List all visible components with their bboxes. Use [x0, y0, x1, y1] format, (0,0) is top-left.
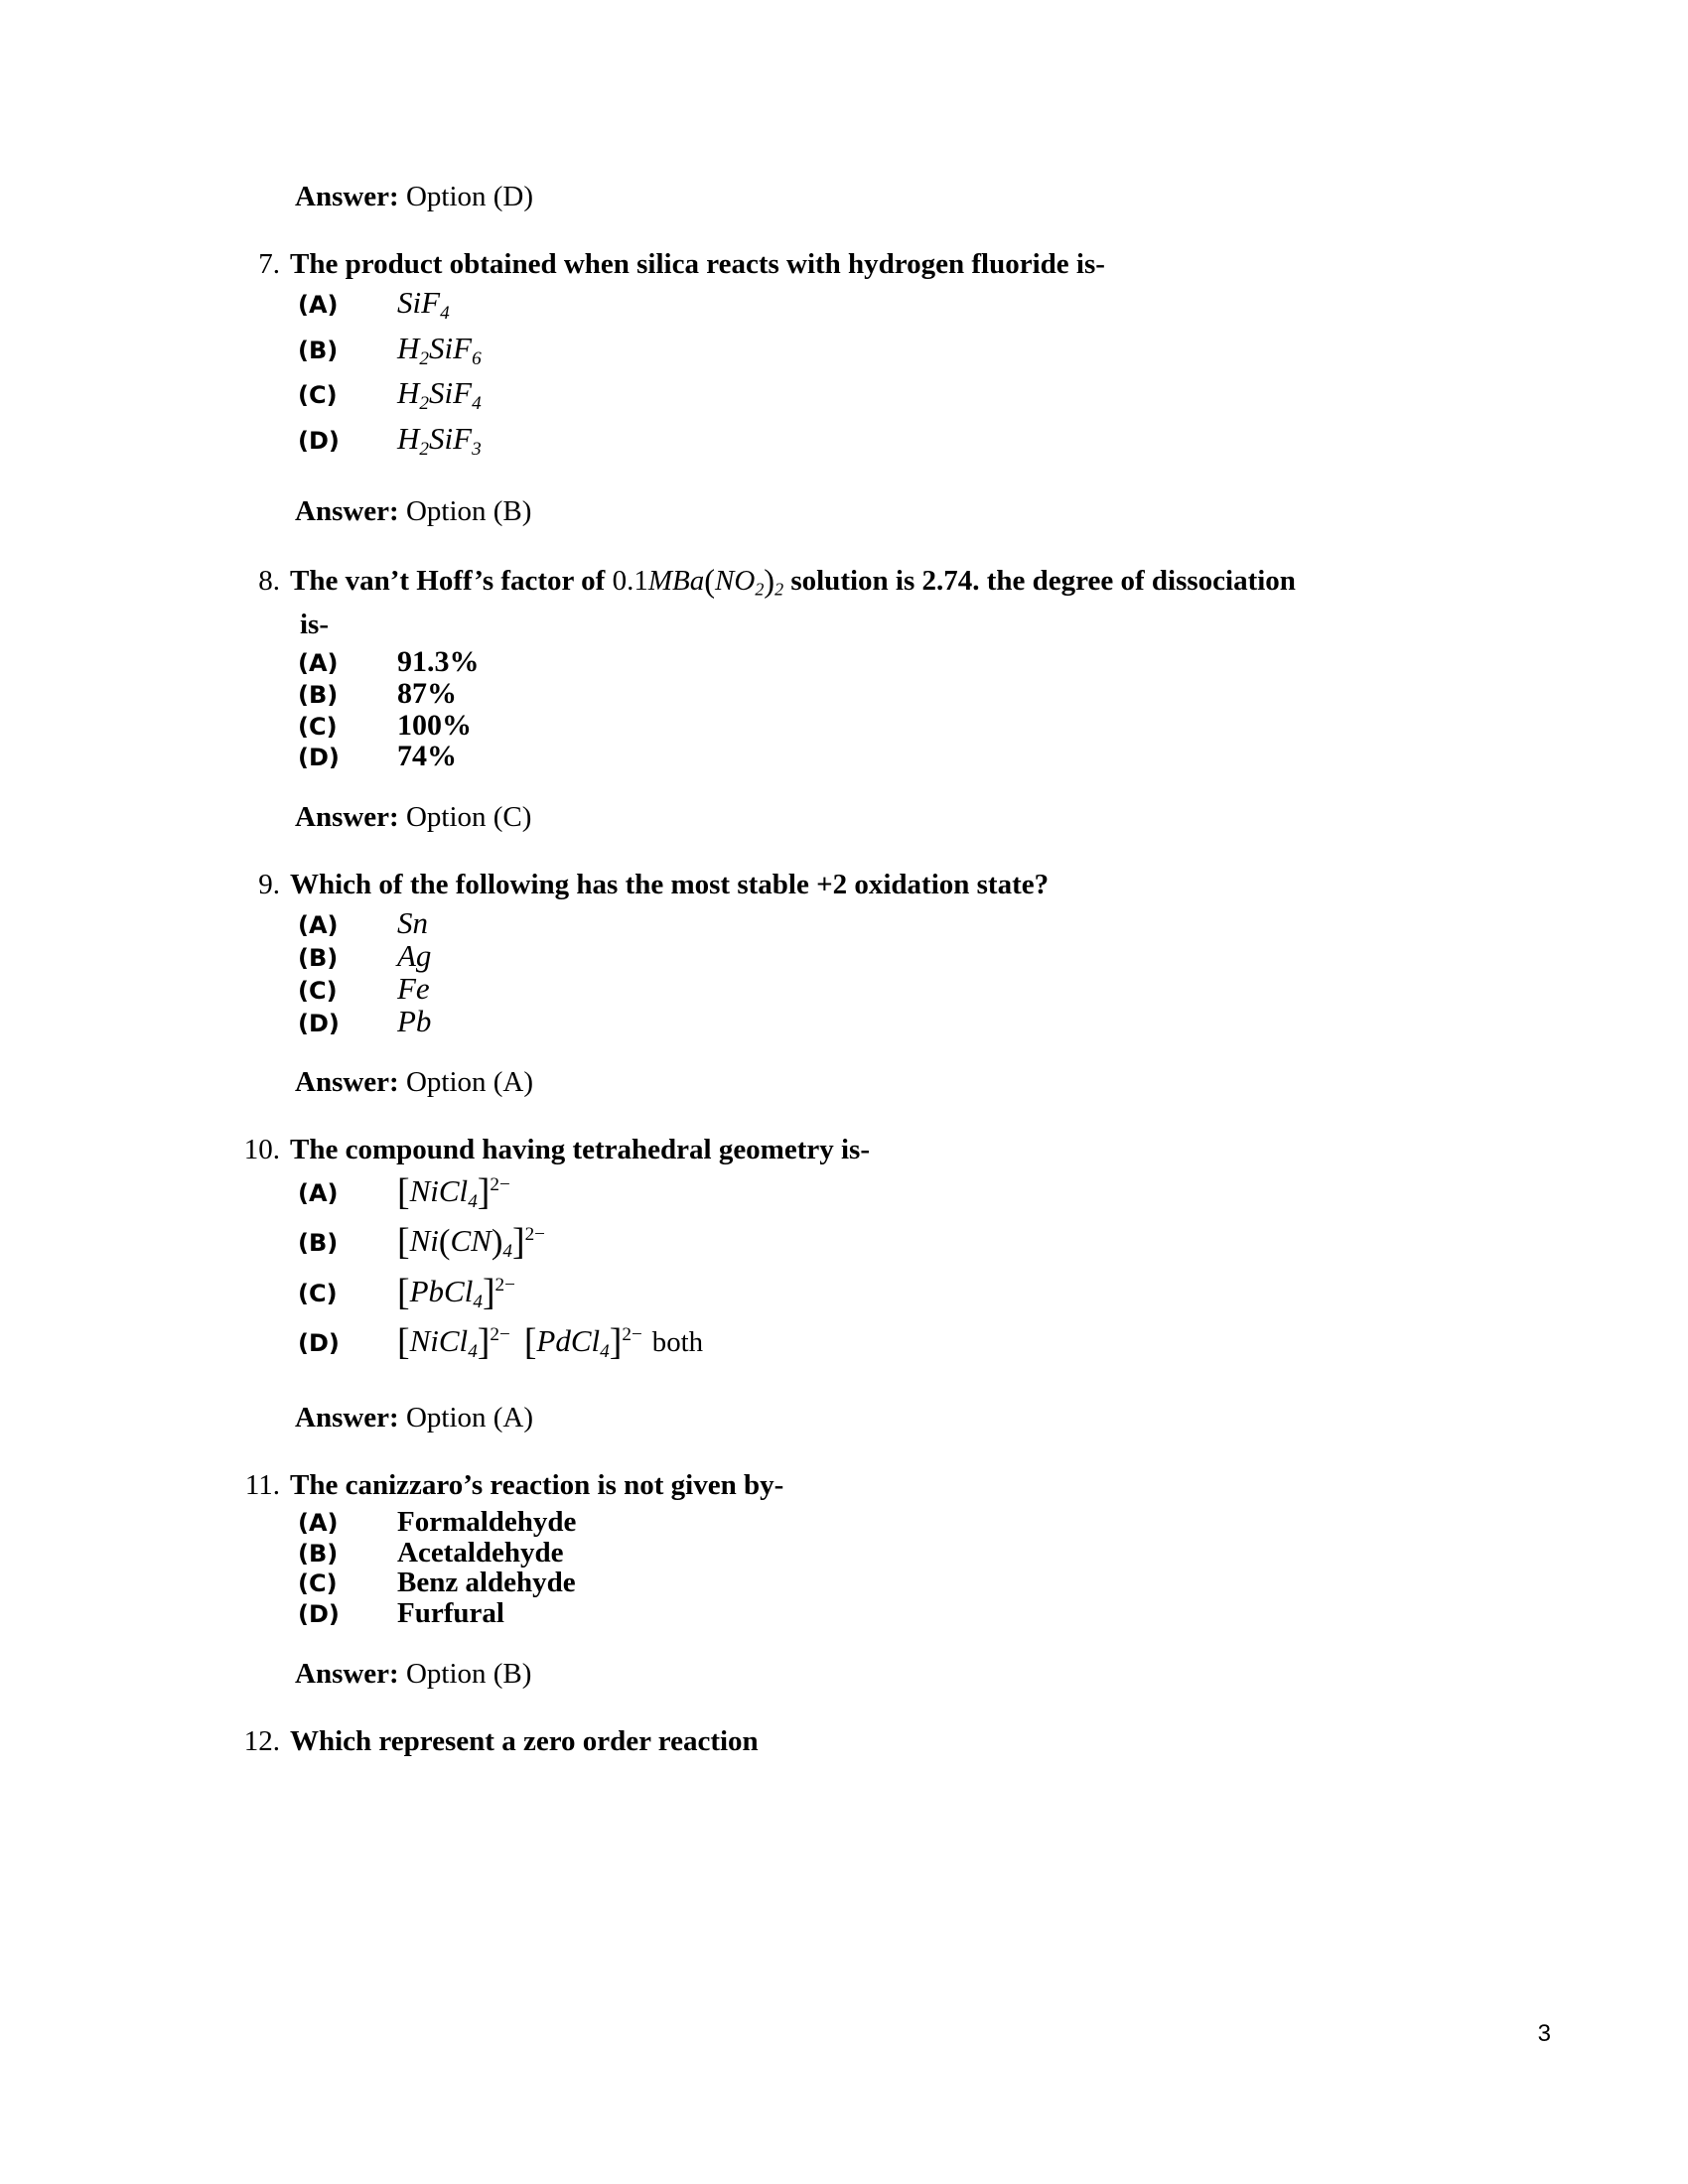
answer-label: Answer:: [295, 1657, 399, 1690]
question-7: [238, 244, 1509, 459]
question-7-number: 7.: [258, 248, 280, 281]
option-letter-c: (C): [298, 1570, 338, 1598]
question-10: [238, 1130, 1509, 1364]
question-11: [238, 1465, 1509, 1628]
option-letter-d: (D): [298, 744, 340, 772]
question-8-text-continued: is-: [300, 609, 329, 641]
option-row[interactable]: [238, 1323, 1509, 1362]
option-content-c: Benz aldehyde: [397, 1567, 576, 1599]
question-12-heading: [238, 1721, 1509, 1762]
option-row[interactable]: [238, 1569, 1509, 1598]
question-8-options: [238, 647, 1509, 771]
question-10-heading: [238, 1130, 1509, 1170]
question-11-number: 11.: [244, 1469, 280, 1502]
answer-value: Option (D): [405, 181, 534, 212]
option-letter-a: (A): [298, 291, 339, 320]
option-content-b: $H_2SiF_6$: [397, 330, 482, 369]
option-content-a: SiF$_4$: [397, 285, 450, 325]
page-number: 3: [1537, 2020, 1551, 2047]
option-row[interactable]: [238, 420, 1509, 460]
answer-line-q10: [295, 1374, 1509, 1443]
question-12: [238, 1721, 1509, 1762]
option-row[interactable]: [238, 1599, 1509, 1629]
option-content-d: Pb: [397, 1004, 432, 1039]
option-row[interactable]: [238, 1006, 1509, 1037]
option-letter-c: (C): [298, 712, 338, 741]
option-content-a: Formaldehyde: [397, 1506, 577, 1539]
option-content-c: Fe: [397, 971, 430, 1007]
option-letter-d: (D): [298, 1010, 340, 1038]
answer-line-q9: [295, 1038, 1509, 1108]
option-letter-b: (B): [298, 681, 339, 709]
option-letter-a: (A): [298, 911, 339, 940]
option-row[interactable]: [238, 1508, 1509, 1538]
option-letter-c: (C): [298, 381, 338, 410]
question-11-heading: [238, 1465, 1509, 1506]
option-content-c: $H_2SiF_4$: [397, 375, 482, 414]
option-letter-c: (C): [298, 977, 338, 1006]
option-content-d: Furfural: [397, 1597, 504, 1630]
answer-line-q6: [295, 179, 1509, 222]
question-9: [238, 865, 1509, 1037]
option-row[interactable]: [238, 1271, 1509, 1313]
option-row[interactable]: [238, 907, 1509, 939]
question-8-text-after: solution is 2.74. the degree of dissociation: [783, 565, 1296, 598]
question-10-number: 10.: [243, 1134, 280, 1166]
question-7-text: The product obtained when silica reacts with hydrogen fluoride is-: [290, 248, 1105, 281]
question-8-text-before: The van’t Hoff’s factor of: [290, 565, 613, 598]
option-row[interactable]: [238, 1223, 1509, 1262]
option-content-b: Acetaldehyde: [397, 1536, 564, 1569]
option-letter-b: (B): [298, 1229, 339, 1258]
option-content-a: [NiCl$_4$]$^{2-}$: [397, 1170, 510, 1213]
option-row[interactable]: [238, 742, 1509, 772]
option-letter-b: (B): [298, 1539, 339, 1568]
question-11-options: [238, 1508, 1509, 1628]
option-content-d: 74%: [397, 740, 457, 773]
option-letter-b: (B): [298, 944, 339, 973]
answer-value: Option (B): [405, 1657, 532, 1690]
question-12-number: 12.: [243, 1724, 280, 1757]
answer-line-q8: [295, 773, 1509, 843]
option-content-b: 87%: [397, 677, 457, 710]
question-8: [238, 559, 1509, 772]
option-row[interactable]: [238, 287, 1509, 323]
option-letter-d: (D): [298, 1600, 340, 1629]
question-7-heading: [238, 244, 1509, 285]
answer-value: Option (C): [405, 800, 532, 833]
question-9-number: 9.: [258, 869, 280, 901]
option-letter-a: (A): [298, 1509, 339, 1538]
option-content-d: $H_2SiF_3$: [397, 420, 482, 460]
option-content-d: [NiCl$_4$]$^{2-}$ [PdCl$_4$]$^{2-}$ both: [397, 1321, 704, 1364]
answer-value: Option (A): [405, 1066, 534, 1099]
option-content-c: [PbCl$_4$]$^{2-}$: [397, 1271, 515, 1313]
question-10-options: [238, 1170, 1509, 1364]
page-content: [238, 179, 1509, 1762]
option-letter-a: (A): [298, 649, 339, 678]
option-letter-d: (D): [298, 426, 340, 455]
answer-label: Answer:: [295, 181, 399, 212]
answer-value: Option (B): [405, 494, 532, 527]
answer-label: Answer:: [295, 800, 399, 833]
question-8-number: 8.: [258, 565, 280, 598]
option-content-a: 91.3%: [397, 645, 480, 679]
option-letter-c: (C): [298, 1279, 338, 1307]
question-7-options: [238, 287, 1509, 458]
option-row[interactable]: [238, 647, 1509, 678]
answer-label: Answer:: [295, 1066, 399, 1099]
option-row[interactable]: [238, 708, 1509, 742]
option-row[interactable]: [238, 1536, 1509, 1569]
option-content-b: $[Ni(CN)_4]^{2-}$: [397, 1221, 546, 1264]
answer-label: Answer:: [295, 494, 399, 527]
question-8-text: [290, 559, 1509, 605]
answer-line-q7: [295, 468, 1509, 537]
question-10-text: The compound having tetrahedral geometry is-: [290, 1134, 870, 1166]
option-content-c: 100%: [397, 708, 472, 742]
question-9-options: [238, 907, 1509, 1037]
option-row[interactable]: [238, 973, 1509, 1005]
option-row[interactable]: [238, 1170, 1509, 1213]
option-row[interactable]: [238, 940, 1509, 972]
question-12-text: Which represent a zero order reaction: [290, 1724, 759, 1757]
option-row[interactable]: [238, 679, 1509, 710]
option-row[interactable]: [238, 330, 1509, 369]
answer-line-q11: [295, 1630, 1509, 1700]
option-letter-a: (A): [298, 1178, 339, 1207]
question-8-heading: [238, 559, 1509, 605]
question-9-text: Which of the following has the most stable +2 oxidation state?: [290, 869, 1050, 901]
question-9-heading: [238, 865, 1509, 905]
question-8-formula: $0.1MBa(NO_2)_2$: [612, 564, 784, 601]
question-11-text: The canizzaro’s reaction is not given by-: [290, 1469, 784, 1502]
answer-label: Answer:: [295, 1401, 399, 1433]
option-letter-d: (D): [298, 1329, 340, 1358]
answer-value: Option (A): [405, 1401, 534, 1433]
option-letter-b: (B): [298, 336, 339, 364]
option-row[interactable]: [238, 377, 1509, 413]
option-content-b: Ag: [397, 938, 432, 974]
option-content-a: Sn: [397, 905, 428, 941]
